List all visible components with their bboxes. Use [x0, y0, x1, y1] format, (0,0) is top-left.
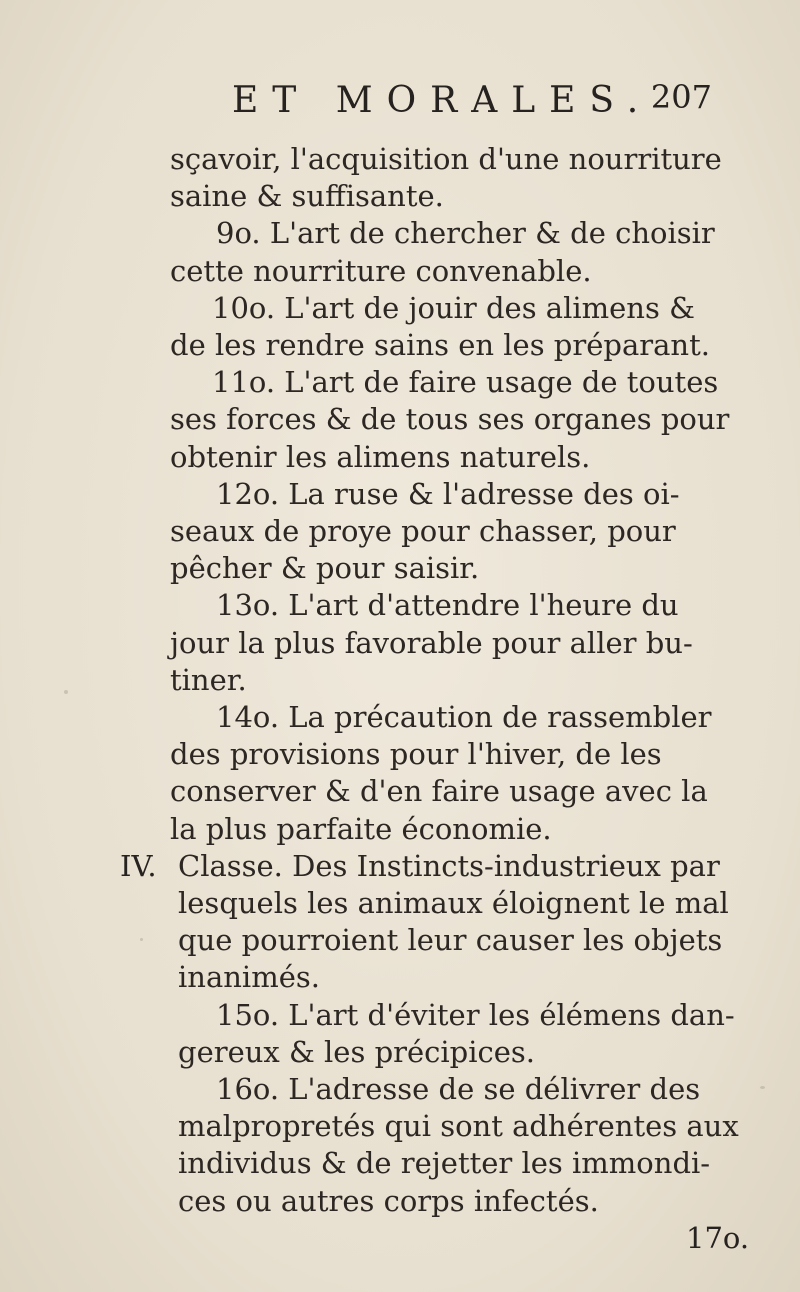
- text-line: tiner.: [170, 662, 247, 697]
- text-line: lesquels les animaux éloignent le mal: [178, 886, 729, 920]
- text-line: malpropretés qui sont adhérentes aux: [178, 1109, 739, 1144]
- text-line: Classe. Des Instincts-industrieux par: [178, 848, 720, 883]
- text-line: inanimés.: [178, 960, 320, 995]
- text-line: la plus parfaite économie.: [170, 811, 552, 846]
- text-line: de les rendre sains en les préparant.: [170, 328, 710, 362]
- text-line: obtenir les alimens naturels.: [170, 439, 591, 474]
- running-head: ET MORALES.: [232, 80, 653, 121]
- text-line: saine & suffisante.: [170, 179, 444, 214]
- text-line: 13o. L'art d'attendre l'heure du: [216, 588, 679, 623]
- paper-speck: [140, 938, 143, 941]
- text-line: sçavoir, l'acquisition d'une nourriture: [170, 142, 722, 176]
- text-line: 9o. L'art de chercher & de choisir: [216, 216, 715, 251]
- text-line: gereux & les précipices.: [178, 1034, 536, 1069]
- margin-class-numeral: IV.: [120, 848, 157, 883]
- page-number: 207: [650, 78, 712, 116]
- text-line: jour la plus favorable pour aller bu-: [170, 625, 693, 660]
- text-line: 10o. L'art de jouir des alimens &: [212, 290, 695, 325]
- text-line: que pourroient leur causer les objets: [178, 923, 723, 958]
- text-line: 12o. La ruse & l'adresse des oi-: [216, 476, 680, 511]
- page-header: [232, 70, 712, 130]
- catchword: 17o.: [686, 1220, 750, 1255]
- text-line: des provisions pour l'hiver, de les: [170, 737, 662, 772]
- paper-speck: [760, 1086, 765, 1089]
- text-line: 15o. L'art d'éviter les élémens dan-: [216, 997, 735, 1032]
- text-line: 11o. L'art de faire usage de toutes: [212, 365, 719, 400]
- text-line: 16o. L'adresse de se délivrer des: [216, 1072, 701, 1106]
- paper-speck: [64, 690, 68, 694]
- text-line: 14o. La précaution de rassembler: [216, 700, 712, 734]
- text-line: ses forces & de tous ses organes pour: [170, 402, 730, 437]
- text-line: pêcher & pour saisir.: [170, 551, 480, 586]
- text-line: ces ou autres corps infectés.: [178, 1183, 599, 1218]
- text-line: conserver & d'en faire usage avec la: [170, 774, 708, 809]
- text-line: cette nourriture convenable.: [170, 253, 592, 288]
- text-line: seaux de proye pour chasser, pour: [170, 514, 676, 548]
- text-line: individus & de rejetter les immondi-: [178, 1146, 711, 1181]
